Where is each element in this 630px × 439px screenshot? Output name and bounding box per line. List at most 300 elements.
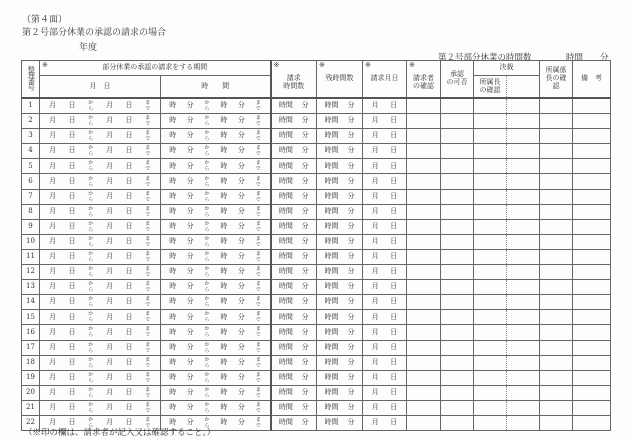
requested-hours-field[interactable] [271,310,317,325]
requester-confirm-field[interactable] [407,234,441,249]
manager-confirm-field[interactable] [474,249,507,264]
section-chief-confirm-field[interactable] [540,204,573,219]
section-chief-confirm-field[interactable] [540,98,573,114]
approval-field[interactable] [441,370,474,385]
remarks-field[interactable] [573,400,611,415]
remaining-hours-field[interactable] [317,129,363,144]
approval-field[interactable] [441,129,474,144]
date-range-field[interactable] [40,129,161,144]
date-range-field[interactable] [40,400,161,415]
requested-hours-field[interactable] [271,159,317,174]
section-chief-confirm-field[interactable] [540,280,573,295]
remarks-field[interactable] [573,189,611,204]
kessai-blank-field[interactable] [507,370,540,385]
request-date-field[interactable] [363,219,407,234]
section-chief-confirm-field[interactable] [540,144,573,159]
requested-hours-field[interactable] [271,385,317,400]
unit-label: 日 [68,372,76,381]
remarks-field[interactable] [573,415,611,430]
kessai-blank-field[interactable] [507,144,540,159]
kessai-blank-field[interactable] [507,325,540,340]
time-range-field[interactable] [161,144,271,159]
remaining-hours-field[interactable] [317,189,363,204]
made-label: まで [255,281,261,294]
date-range-field[interactable] [40,370,161,385]
unit-label: 日 [390,403,398,412]
unit-label: 分 [186,372,194,381]
requester-confirm-field[interactable] [407,174,441,189]
approval-field[interactable] [441,400,474,415]
remarks-field[interactable] [573,98,611,114]
request-date-field[interactable] [363,114,407,129]
section-chief-confirm-field[interactable] [540,129,573,144]
kara-label: から [204,341,210,354]
time-range-field[interactable] [161,325,271,340]
kara-label: から [88,356,94,369]
request-date-field[interactable] [363,144,407,159]
request-date-field[interactable] [363,189,407,204]
date-range-field[interactable] [40,295,161,310]
time-range-field[interactable] [161,204,271,219]
date-range-field[interactable] [40,144,161,159]
manager-confirm-field[interactable] [474,174,507,189]
approval-field[interactable] [441,159,474,174]
section-chief-confirm-field[interactable] [540,295,573,310]
manager-confirm-field[interactable] [474,310,507,325]
request-date-field[interactable] [363,234,407,249]
section-chief-confirm-field[interactable] [540,265,573,280]
section-chief-confirm-field[interactable] [540,325,573,340]
unit-label: 時間 [324,403,339,412]
kessai-blank-field[interactable] [507,280,540,295]
requested-hours-field[interactable] [271,129,317,144]
remaining-hours-field[interactable] [317,144,363,159]
time-range-field[interactable] [161,129,271,144]
request-date-field[interactable] [363,249,407,264]
request-date-field[interactable] [363,204,407,219]
unit-label: 分 [347,146,355,155]
unit-label: 時間 [278,297,293,306]
date-range-field[interactable] [40,234,161,249]
approval-field[interactable] [441,295,474,310]
kessai-blank-field[interactable] [507,234,540,249]
date-range-field[interactable] [40,325,161,340]
remaining-hours-field[interactable] [317,355,363,370]
made-label: まで [145,401,151,414]
remarks-field[interactable] [573,340,611,355]
remaining-hours-field[interactable] [317,98,363,114]
request-date-field[interactable] [363,400,407,415]
section-chief-confirm-field[interactable] [540,310,573,325]
remarks-field[interactable] [573,310,611,325]
approval-field[interactable] [441,310,474,325]
kara-label: から [204,326,210,339]
remarks-field[interactable] [573,204,611,219]
requested-hours-field[interactable] [271,340,317,355]
approval-field[interactable] [441,325,474,340]
kessai-blank-field[interactable] [507,159,540,174]
approval-field[interactable] [441,265,474,280]
approval-field[interactable] [441,385,474,400]
remaining-hours-field[interactable] [317,249,363,264]
kessai-blank-field[interactable] [507,98,540,114]
request-date-field[interactable] [363,280,407,295]
remaining-hours-field[interactable] [317,310,363,325]
kessai-blank-field[interactable] [507,310,540,325]
unit-label: 分 [301,357,309,366]
unit-label: 日 [68,297,76,306]
manager-confirm-field[interactable] [474,159,507,174]
unit-label: 日 [125,403,133,412]
remarks-field[interactable] [573,370,611,385]
remaining-hours-field[interactable] [317,400,363,415]
requester-confirm-field[interactable] [407,295,441,310]
section-chief-confirm-field[interactable] [540,400,573,415]
remarks-field[interactable] [573,280,611,295]
manager-confirm-field[interactable] [474,400,507,415]
kessai-blank-field[interactable] [507,129,540,144]
unit-label: 月 [49,327,57,336]
kessai-blank-field[interactable] [507,415,540,430]
unit-label: 日 [125,116,133,125]
request-date-field[interactable] [363,98,407,114]
manager-confirm-field[interactable] [474,129,507,144]
approval-field[interactable] [441,144,474,159]
requested-hours-field[interactable] [271,280,317,295]
remarks-field[interactable] [573,265,611,280]
remaining-hours-field[interactable] [317,280,363,295]
unit-label: 日 [390,297,398,306]
remarks-field[interactable] [573,174,611,189]
date-range-field[interactable] [40,219,161,234]
kessai-blank-field[interactable] [507,219,540,234]
time-range-field[interactable] [161,249,271,264]
requested-hours-field[interactable] [271,400,317,415]
date-range-field[interactable] [40,355,161,370]
requester-confirm-field[interactable] [407,114,441,129]
time-range-field[interactable] [161,234,271,249]
kessai-blank-field[interactable] [507,189,540,204]
row-number: 10 [22,234,40,249]
date-range-field[interactable] [40,174,161,189]
requested-hours-field[interactable] [271,204,317,219]
remaining-hours-field[interactable] [317,415,363,430]
manager-confirm-field[interactable] [474,385,507,400]
kessai-blank-field[interactable] [507,295,540,310]
approval-field[interactable] [441,189,474,204]
manager-confirm-field[interactable] [474,144,507,159]
time-range-field[interactable] [161,159,271,174]
time-range-field[interactable] [161,265,271,280]
unit-label: 月 [106,403,114,412]
remarks-field[interactable] [573,129,611,144]
requester-confirm-field[interactable] [407,340,441,355]
unit-label: 時間 [278,357,293,366]
approval-field[interactable] [441,204,474,219]
manager-confirm-field[interactable] [474,204,507,219]
remaining-hours-field[interactable] [317,219,363,234]
date-range-field[interactable] [40,159,161,174]
unit-label: 時 [220,387,228,396]
requester-confirm-field[interactable] [407,144,441,159]
request-date-field[interactable] [363,295,407,310]
approval-field[interactable] [441,219,474,234]
unit-label: 月 [371,387,379,396]
kessai-blank-field[interactable] [507,265,540,280]
requested-hours-field[interactable] [271,295,317,310]
approval-field[interactable] [441,98,474,114]
requester-confirm-field[interactable] [407,129,441,144]
requester-confirm-field[interactable] [407,249,441,264]
remarks-field[interactable] [573,219,611,234]
approval-field[interactable] [441,355,474,370]
unit-label: 時 [169,297,177,306]
section-chief-confirm-field[interactable] [540,174,573,189]
requester-confirm-field[interactable] [407,400,441,415]
unit-label: 時間 [324,312,339,321]
remarks-field[interactable] [573,325,611,340]
time-range-field[interactable] [161,355,271,370]
requester-confirm-field[interactable] [407,415,441,430]
section-chief-confirm-field[interactable] [540,415,573,430]
kessai-blank-field[interactable] [507,400,540,415]
section-chief-confirm-field[interactable] [540,249,573,264]
time-range-field[interactable] [161,98,271,114]
date-range-field[interactable] [40,280,161,295]
time-range-field[interactable] [161,400,271,415]
manager-confirm-field[interactable] [474,219,507,234]
requester-confirm-field[interactable] [407,385,441,400]
manager-confirm-field[interactable] [474,340,507,355]
row-number: 22 [22,415,40,430]
remaining-hours-field[interactable] [317,340,363,355]
row-number: 20 [22,385,40,400]
requester-confirm-field[interactable] [407,159,441,174]
date-range-field[interactable] [40,340,161,355]
approval-field[interactable] [441,280,474,295]
time-range-field[interactable] [161,295,271,310]
remarks-field[interactable] [573,234,611,249]
unit-label: 分 [237,161,245,170]
unit-label: 月 [106,252,114,261]
unit-label: 月 [371,176,379,185]
approval-field[interactable] [441,249,474,264]
time-range-field[interactable] [161,370,271,385]
section-chief-confirm-field[interactable] [540,114,573,129]
unit-label: 時 [220,357,228,366]
request-date-field[interactable] [363,265,407,280]
time-range-field[interactable] [161,219,271,234]
remaining-hours-field[interactable] [317,295,363,310]
time-range-field[interactable] [161,114,271,129]
time-range-field[interactable] [161,174,271,189]
unit-label: 日 [390,221,398,230]
remaining-hours-field[interactable] [317,159,363,174]
unit-label: 分 [237,372,245,381]
remaining-hours-field[interactable] [317,114,363,129]
kessai-blank-field[interactable] [507,114,540,129]
remaining-hours-field[interactable] [317,385,363,400]
remaining-hours-field[interactable] [317,265,363,280]
request-date-field[interactable] [363,325,407,340]
time-range-field[interactable] [161,280,271,295]
section-chief-confirm-field[interactable] [540,385,573,400]
manager-confirm-field[interactable] [474,265,507,280]
requested-hours-field[interactable] [271,325,317,340]
requester-confirm-field[interactable] [407,280,441,295]
unit-label: 分 [347,357,355,366]
header-shonin-kahi: 承認 の可否 [441,61,474,99]
kara-label: から [204,250,210,263]
requested-hours-field[interactable] [271,249,317,264]
requested-hours-field[interactable] [271,415,317,430]
requester-confirm-field[interactable] [407,189,441,204]
remaining-hours-field[interactable] [317,370,363,385]
section-chief-confirm-field[interactable] [540,355,573,370]
manager-confirm-field[interactable] [474,370,507,385]
unit-label: 日 [125,267,133,276]
manager-confirm-field[interactable] [474,295,507,310]
approval-field[interactable] [441,415,474,430]
section-chief-confirm-field[interactable] [540,370,573,385]
manager-confirm-field[interactable] [474,189,507,204]
requested-hours-field[interactable] [271,114,317,129]
requested-hours-field[interactable] [271,370,317,385]
unit-label: 時間 [324,387,339,396]
remaining-hours-field[interactable] [317,325,363,340]
requested-hours-field[interactable] [271,174,317,189]
remarks-field[interactable] [573,385,611,400]
requester-confirm-field[interactable] [407,325,441,340]
time-range-field[interactable] [161,189,271,204]
requested-hours-field[interactable] [271,234,317,249]
remarks-field[interactable] [573,249,611,264]
date-range-field[interactable] [40,249,161,264]
made-label: まで [145,326,151,339]
section-chief-confirm-field[interactable] [540,219,573,234]
date-range-field[interactable] [40,204,161,219]
unit-label: 日 [125,282,133,291]
table-row [22,219,611,234]
kara-label: から [88,220,94,233]
request-date-field[interactable] [363,415,407,430]
remaining-hours-field[interactable] [317,174,363,189]
time-range-field[interactable] [161,340,271,355]
time-range-field[interactable] [161,385,271,400]
kessai-blank-field[interactable] [507,340,540,355]
remarks-field[interactable] [573,114,611,129]
date-range-field[interactable] [40,98,161,114]
remarks-field[interactable] [573,295,611,310]
requester-confirm-field[interactable] [407,355,441,370]
requester-confirm-field[interactable] [407,204,441,219]
requester-confirm-field[interactable] [407,265,441,280]
unit-label: 分 [301,418,309,427]
unit-label: 分 [237,418,245,427]
row-number: 16 [22,325,40,340]
unit-label: 月 [49,146,57,155]
request-date-field[interactable] [363,310,407,325]
unit-label: 時間 [278,176,293,185]
unit-label: 日 [68,357,76,366]
requested-hours-field[interactable] [271,265,317,280]
remaining-hours-field[interactable] [317,234,363,249]
request-date-field[interactable] [363,340,407,355]
remarks-field[interactable] [573,159,611,174]
unit-label: 分 [301,176,309,185]
remarks-field[interactable] [573,355,611,370]
manager-confirm-field[interactable] [474,415,507,430]
unit-label: 分 [347,161,355,170]
kessai-blank-field[interactable] [507,204,540,219]
requester-confirm-field[interactable] [407,370,441,385]
unit-label: 日 [125,252,133,261]
approval-field[interactable] [441,174,474,189]
requester-confirm-field[interactable] [407,219,441,234]
kara-label: から [204,266,210,279]
manager-confirm-field[interactable] [474,114,507,129]
requested-hours-field[interactable] [271,355,317,370]
unit-label: 分 [186,101,194,110]
request-date-field[interactable] [363,129,407,144]
kessai-blank-field[interactable] [507,355,540,370]
requested-hours-field[interactable] [271,219,317,234]
manager-confirm-field[interactable] [474,280,507,295]
date-range-field[interactable] [40,189,161,204]
approval-field[interactable] [441,234,474,249]
request-date-field[interactable] [363,159,407,174]
section-chief-confirm-field[interactable] [540,159,573,174]
manager-confirm-field[interactable] [474,355,507,370]
unit-label: 時間 [324,176,339,185]
date-range-field[interactable] [40,265,161,280]
request-date-field[interactable] [363,385,407,400]
manager-confirm-field[interactable] [474,325,507,340]
manager-confirm-field[interactable] [474,234,507,249]
unit-label: 月 [106,131,114,140]
unit-label: 分 [347,252,355,261]
date-range-field[interactable] [40,385,161,400]
request-date-field[interactable] [363,370,407,385]
unit-label: 時間 [278,161,293,170]
request-date-field[interactable] [363,174,407,189]
date-range-field[interactable] [40,114,161,129]
kessai-blank-field[interactable] [507,174,540,189]
manager-confirm-field[interactable] [474,98,507,114]
remarks-field[interactable] [573,144,611,159]
requested-hours-field[interactable] [271,189,317,204]
approval-field[interactable] [441,340,474,355]
table-row [22,174,611,189]
requested-hours-field[interactable] [271,144,317,159]
requester-confirm-field[interactable] [407,310,441,325]
section-chief-confirm-field[interactable] [540,234,573,249]
remaining-hours-field[interactable] [317,204,363,219]
time-range-field[interactable] [161,310,271,325]
made-label: まで [145,100,151,113]
request-date-field[interactable] [363,355,407,370]
section-chief-confirm-field[interactable] [540,340,573,355]
requested-hours-field[interactable] [271,98,317,114]
requester-confirm-field[interactable] [407,98,441,114]
kessai-blank-field[interactable] [507,385,540,400]
kessai-blank-field[interactable] [507,249,540,264]
unit-label: 日 [125,418,133,427]
date-range-field[interactable] [40,310,161,325]
section-chief-confirm-field[interactable] [540,189,573,204]
approval-field[interactable] [441,114,474,129]
unit-label: 月 [371,418,379,427]
